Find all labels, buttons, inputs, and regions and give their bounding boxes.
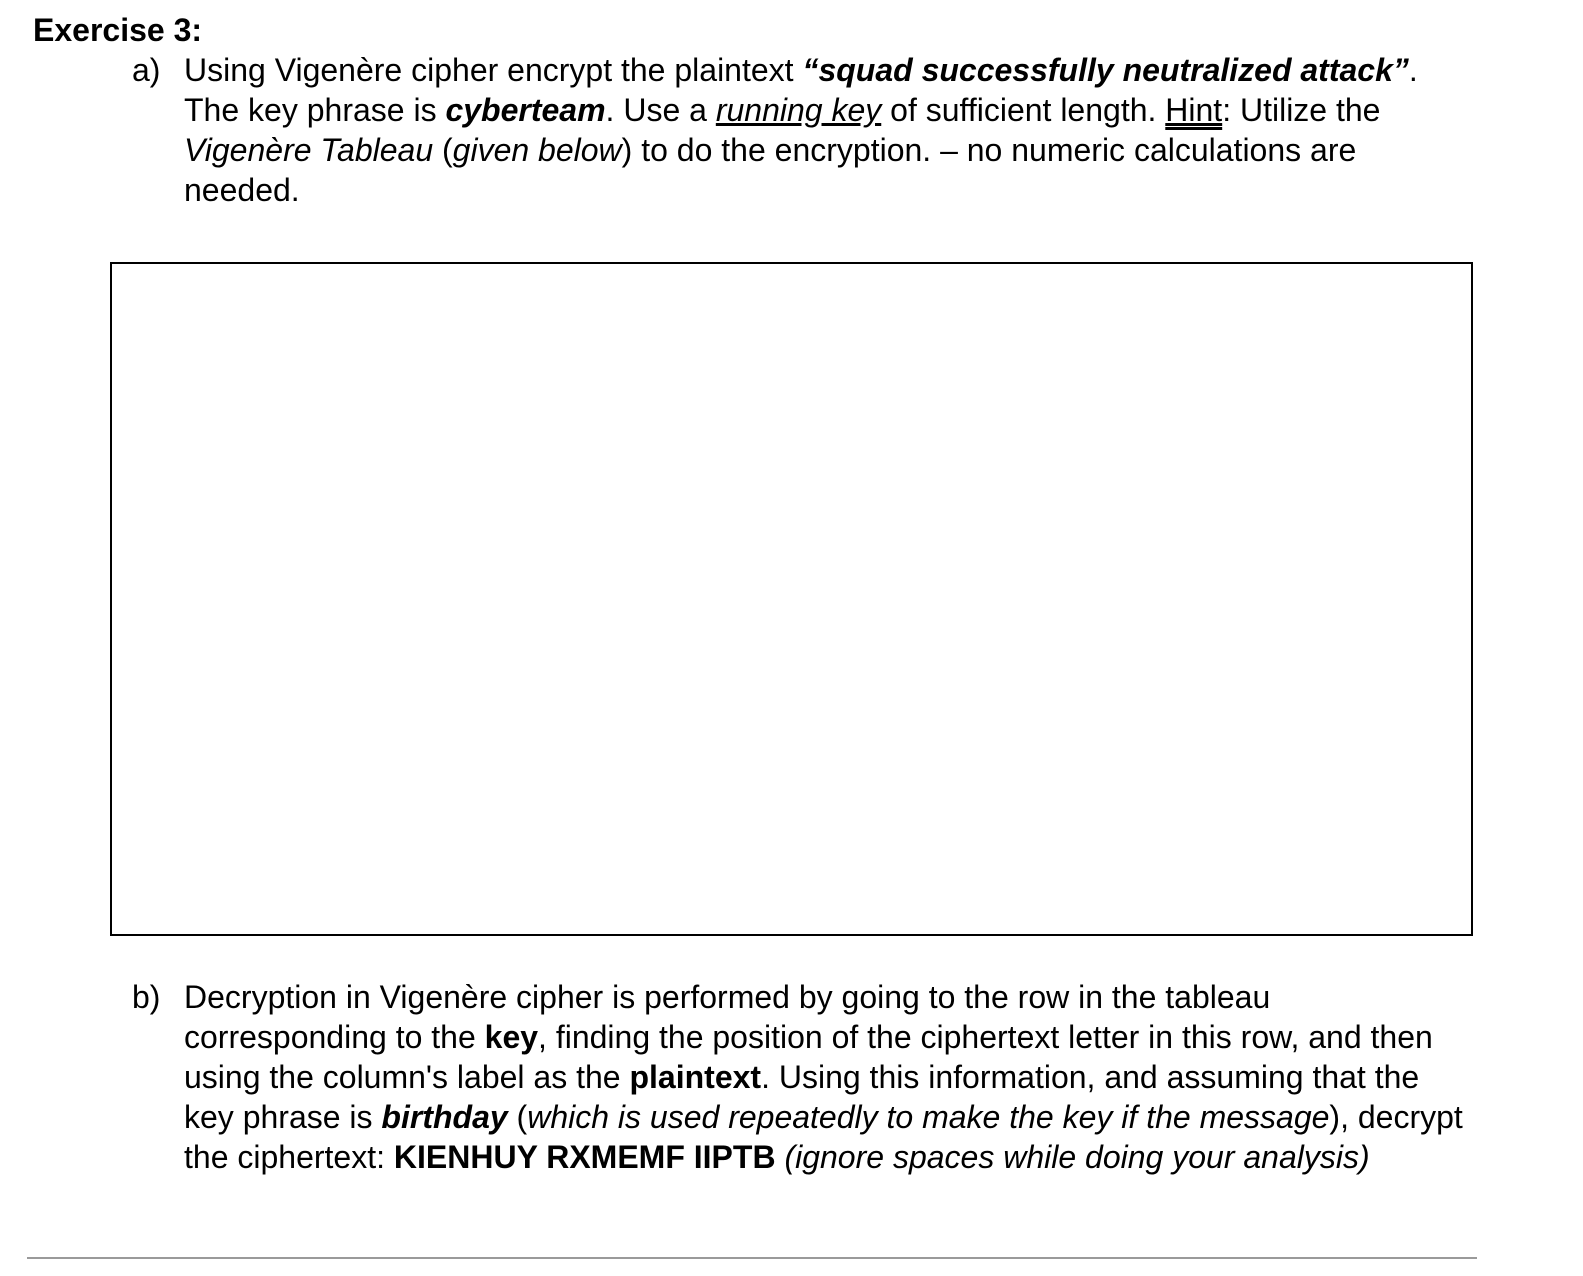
part-a-text-3: . Use a	[605, 92, 716, 128]
part-b-text-2: , finding the position of the ciphertext letter in this row, and then using the column's label as the	[184, 1019, 1433, 1095]
part-b-text-3: . Using this information, and assuming that the key phrase is	[184, 1059, 1420, 1135]
given-below: given below	[452, 132, 622, 168]
part-b-marker: b)	[132, 979, 161, 1015]
part-a-text-6: (	[433, 132, 453, 168]
ignore-spaces-note: (ignore spaces while doing your analysis)	[784, 1139, 1370, 1175]
running-key: running key	[715, 92, 882, 128]
part-b-text-4: (	[507, 1099, 528, 1135]
ciphertext: KIENHUY RXMEMF IIPTB	[393, 1139, 776, 1175]
part-a	[132, 50, 1472, 210]
key-phrase-a: cyberteam	[445, 92, 606, 128]
part-b-text-1: Decryption in Vigenère cipher is performed by going to the row in the tableau corresponding to the	[184, 979, 1271, 1055]
part-a-text-5: : Utilize the	[1222, 92, 1381, 128]
plaintext-word: plaintext	[629, 1059, 762, 1095]
part-b-text-5: ), decrypt the ciphertext:	[184, 1099, 1463, 1175]
part-a-text-1: Using Vigenère cipher encrypt the plaintext	[184, 52, 803, 88]
footer-divider	[27, 1257, 1477, 1259]
plaintext-quote: “squad successfully neutralized attack”	[802, 52, 1409, 88]
part-a-text	[184, 50, 1472, 210]
vigenere-tableau: Vigenère Tableau	[184, 132, 434, 168]
part-b-text	[184, 977, 1472, 1177]
exercise-title: Exercise 3:	[33, 12, 203, 48]
part-b	[132, 977, 1472, 1177]
key-phrase-b: birthday	[381, 1099, 508, 1135]
repeat-note: which is used repeatedly to make the key if the message	[527, 1099, 1330, 1135]
part-a-marker: a)	[132, 52, 161, 88]
answer-box[interactable]	[110, 262, 1473, 936]
part-a-text-4: of sufficient length.	[881, 92, 1166, 128]
part-a-text-2: . The key phrase is	[184, 52, 1418, 128]
part-a-text-7: ) to do the encryption. – no numeric calculations are needed.	[184, 132, 1357, 208]
key-word: key	[484, 1019, 539, 1055]
hint-label: Hint	[1165, 92, 1223, 128]
